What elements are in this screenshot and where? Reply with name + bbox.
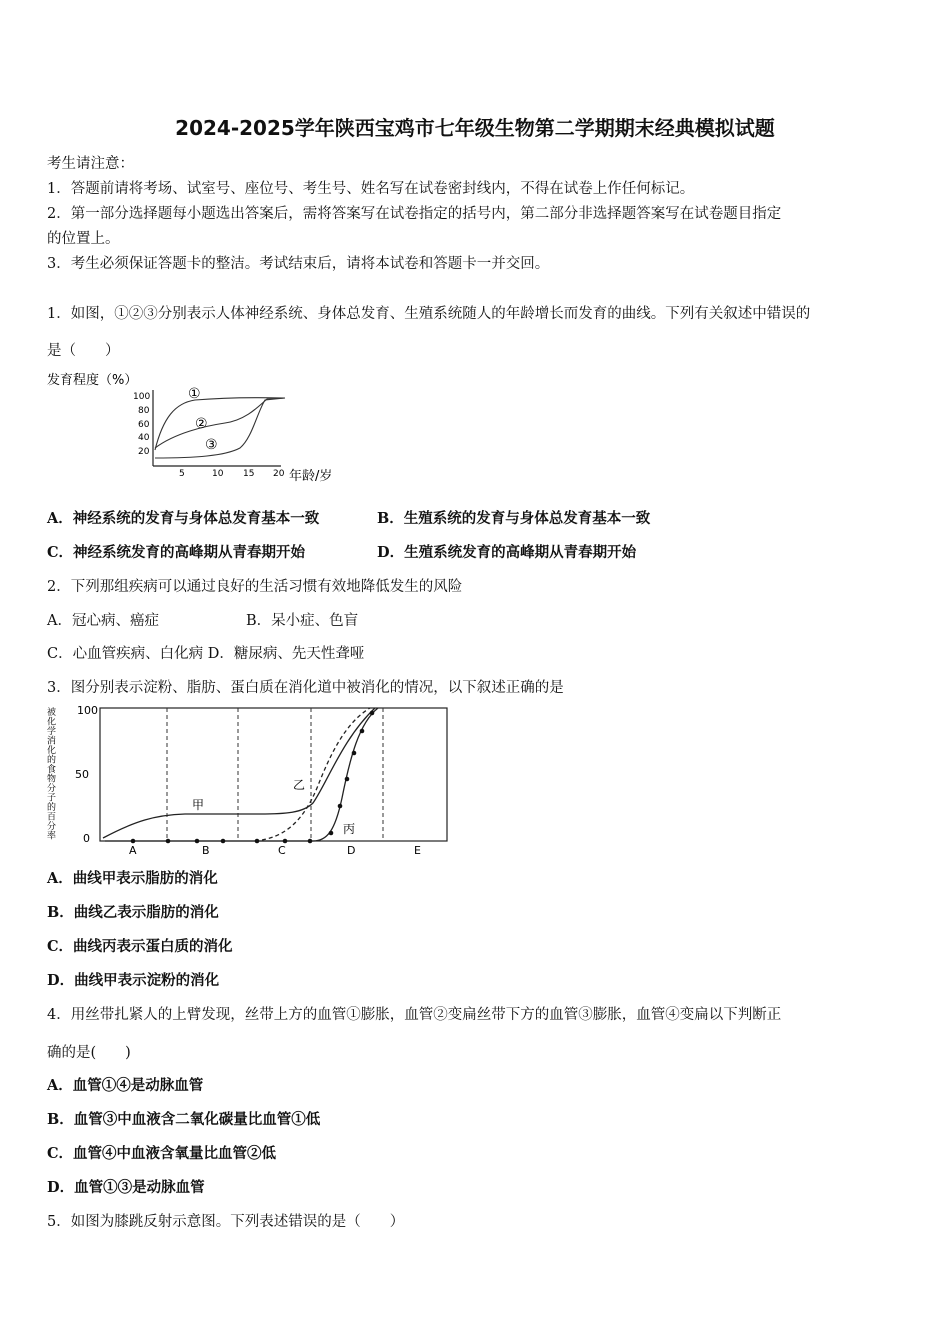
q1-curve-3 <box>155 398 285 458</box>
q3-ylabel-char: 子 <box>47 793 57 804</box>
q4-option-c[interactable]: C．血管④中血液含氧量比血管②低 <box>47 1145 277 1162</box>
q3-ylabel-char: 分 <box>47 822 57 832</box>
q3-curve-label: 丙 <box>343 822 356 836</box>
q3-curve-jia <box>103 708 375 838</box>
q1-curve-2 <box>155 398 285 448</box>
q3-ylabel-char: 被 <box>47 708 57 718</box>
q3-ylabel <box>47 706 56 842</box>
q3-ylabel-char: 学 <box>47 727 57 737</box>
q1-xlabel: 年龄/岁 <box>289 469 333 484</box>
q1-xtick: 15 <box>243 469 255 479</box>
q4-stem: 4．用丝带扎紧人的上臂发现，丝带上方的血管①膨胀，血管②变扁丝带下方的血管③膨胀，血管④变扁以下判断正 <box>47 1007 782 1023</box>
q3-section-label: C <box>278 844 286 857</box>
q1-curve-label: ② <box>195 416 208 432</box>
q2-option-a[interactable]: A．冠心病、癌症 <box>47 613 159 629</box>
q3-curve-label: 乙 <box>293 778 306 792</box>
q3-curve-bing <box>105 708 378 841</box>
q3-section-label: A <box>129 844 137 857</box>
q3-section-label: E <box>414 844 421 857</box>
q1-option-b[interactable]: B．生殖系统的发育与身体总发育基本一致 <box>377 510 651 527</box>
q3-ylabel-char: 百 <box>47 812 57 823</box>
q3-section-label: D <box>347 844 356 857</box>
q3-ylabel-char: 消 <box>47 736 57 747</box>
notice-item: 1．答题前请将考场、试室号、座位号、考生号、姓名写在试卷密封线内，不得在试卷上作任何标记。 <box>47 181 695 197</box>
q1-option-c[interactable]: C．神经系统发育的高峰期从青春期开始 <box>47 544 306 561</box>
q2-option-b[interactable]: B．呆小症、色盲 <box>246 613 359 629</box>
q3-ylabel-char: 率 <box>47 831 57 842</box>
q4-stem: 确的是( ) <box>47 1045 131 1061</box>
q1-stem: 是（ ） <box>47 343 120 359</box>
q3-ylabel-char: 分 <box>47 784 57 794</box>
q3-curve-label: 甲 <box>192 798 205 812</box>
q1-curve-label: ③ <box>205 437 218 453</box>
q3-option-b[interactable]: B．曲线乙表示脂肪的消化 <box>47 904 219 921</box>
q3-option-a[interactable]: A．曲线甲表示脂肪的消化 <box>47 870 218 887</box>
q1-xtick: 10 <box>212 469 224 479</box>
q1-ytick: 40 <box>138 433 150 443</box>
q3-ytick: 100 <box>77 704 98 717</box>
q1-curve-label: ① <box>188 386 201 402</box>
q3-ytick: 0 <box>83 832 90 845</box>
notice-item: 2．第一部分选择题每小题选出答案后，需将答案写在试卷指定的括号内，第二部分非选择题答案写在试卷题目指定 <box>47 206 782 222</box>
q3-section-label: B <box>202 844 210 857</box>
notice-item: 的位置上。 <box>47 231 120 247</box>
q3-ylabel-char: 的 <box>47 803 57 813</box>
q3-option-c[interactable]: C．曲线丙表示蛋白质的消化 <box>47 938 233 955</box>
q1-ytick: 20 <box>138 447 150 457</box>
q3-stem: 3．图分别表示淀粉、脂肪、蛋白质在消化道中被消化的情况，以下叙述正确的是 <box>47 680 564 696</box>
q1-growth-figure <box>45 368 365 486</box>
q1-option-a[interactable]: A．神经系统的发育与身体总发育基本一致 <box>47 510 320 527</box>
notice-item: 3．考生必须保证答题卡的整洁。考试结束后，请将本试卷和答题卡一并交回。 <box>47 256 550 272</box>
q3-ylabel-char: 化 <box>47 717 57 728</box>
q3-ytick: 50 <box>75 768 89 781</box>
notice-header: 考生请注意： <box>47 156 134 172</box>
q3-option-d[interactable]: D．曲线甲表示淀粉的消化 <box>47 972 220 989</box>
q4-option-a[interactable]: A．血管①④是动脉血管 <box>47 1077 204 1094</box>
q1-ytick: 100 <box>133 392 151 402</box>
q3-ylabel-char: 的 <box>47 755 57 766</box>
q1-ytick: 80 <box>138 406 150 416</box>
q3-frame <box>100 708 447 841</box>
q1-xtick: 20 <box>273 469 285 479</box>
q1-option-d[interactable]: D．生殖系统发育的高峰期从青春期开始 <box>377 544 637 561</box>
q1-ylabel: 发育程度（%） <box>47 373 138 388</box>
q1-xtick: 5 <box>179 469 185 479</box>
page-title: 2024-2025学年陕西宝鸡市七年级生物第二学期期末经典模拟试题 <box>175 116 775 140</box>
q1-ytick: 60 <box>138 420 150 430</box>
q1-stem: 1．如图，①②③分别表示人体神经系统、身体总发育、生殖系统随人的年龄增长而发育的曲线。下列有关叙述中错误的 <box>47 306 811 322</box>
q3-ylabel-char: 化 <box>47 746 57 756</box>
q3-ylabel-char: 物 <box>47 774 57 785</box>
q2-stem: 2．下列那组疾病可以通过良好的生活习惯有效地降低发生的风险 <box>47 579 463 595</box>
q4-option-b[interactable]: B．血管③中血液含二氧化碳量比血管①低 <box>47 1111 321 1128</box>
q5-stem: 5．如图为膝跳反射示意图。下列表述错误的是（ ） <box>47 1214 405 1230</box>
q2-option-cd[interactable]: C．心血管疾病、白化病 D．糖尿病、先天性聋哑 <box>47 646 365 662</box>
q4-option-d[interactable]: D．血管①③是动脉血管 <box>47 1179 205 1196</box>
q3-digestion-figure <box>45 703 455 858</box>
q3-ylabel-char: 食 <box>47 765 57 775</box>
